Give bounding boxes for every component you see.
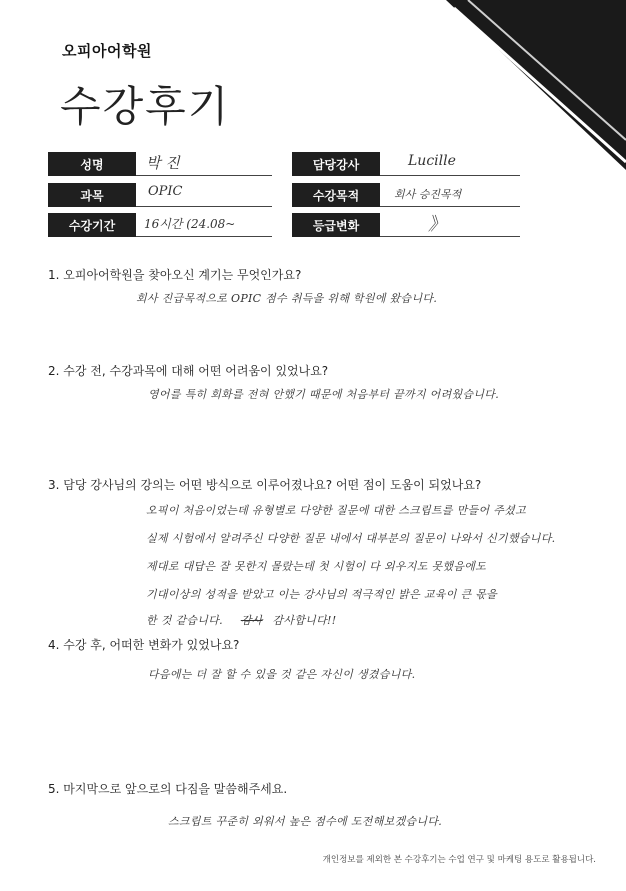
question-4: 4. 수강 후, 어떠한 변화가 있었나요? (48, 638, 240, 652)
name-value: 박 진 (146, 154, 180, 172)
grade-label: 등급변화 (292, 213, 380, 237)
answer-3-line-5 (146, 612, 336, 628)
answer-3-line-2: 실제 시험에서 알려주신 다양한 질문 내에서 대부분의 질문이 나와서 신기했습니다. (146, 532, 556, 545)
purpose-label: 수강목적 (292, 183, 380, 207)
grade-arrow: 》 (428, 214, 446, 235)
name-underline (136, 175, 272, 176)
answer-4-line-1: 다음에는 더 잘 할 수 있을 것 같은 자신이 생겼습니다. (148, 668, 416, 681)
instructor-value: Lucille (408, 153, 456, 169)
course-label: 과목 (48, 183, 136, 207)
period-value: 16시간 (24.08~ (144, 217, 236, 231)
answer-2-line-1: 영어를 특히 회화를 전혀 안했기 때문에 처음부터 끝까지 어려웠습니다. (148, 388, 500, 401)
course-underline (136, 206, 272, 207)
grade-underline (380, 236, 520, 237)
question-2: 2. 수강 전, 수강과목에 대해 어떤 어려움이 있었나요? (48, 364, 329, 378)
answer-1-line-1: 회사 진급목적으로 OPIC 점수 취득을 위해 학원에 왔습니다. (136, 292, 438, 305)
course-value: OPIC (148, 184, 183, 199)
answer-5-line-1: 스크립트 꾸준히 외워서 높은 점수에 도전해보겠습니다. (168, 815, 443, 828)
period-label: 수강기간 (48, 213, 136, 237)
academy-name: 오피아어학원 (62, 42, 152, 60)
answer-3-strikethrough: 감사 (240, 614, 263, 627)
purpose-value: 회사 승진목적 (394, 188, 462, 201)
purpose-underline (380, 206, 520, 207)
name-label: 성명 (48, 152, 136, 176)
answer-3-thanks: 감사합니다!! (272, 614, 337, 627)
answer-3-line-4: 기대이상의 성적을 받았고 이는 강사님의 적극적인 밝은 교육이 큰 몫을 (146, 588, 498, 601)
answer-3-line-1: 오픽이 처음이었는데 유형별로 다양한 질문에 대한 스크립트를 만들어 주셨고 (146, 504, 527, 517)
corner-decoration (446, 0, 626, 170)
instructor-label: 담당강사 (292, 152, 380, 176)
question-1: 1. 오피아어학원을 찾아오신 계기는 무엇인가요? (48, 268, 302, 282)
period-underline (136, 236, 272, 237)
page-title: 수강후기 (60, 82, 231, 131)
answer-3-line-3: 제대로 대답은 잘 못한지 몰랐는데 첫 시험이 다 외우지도 못했음에도 (146, 560, 487, 573)
answer-3-line-5-text: 한 것 같습니다. (146, 614, 223, 627)
privacy-footer-note: 개인정보를 제외한 본 수강후기는 수업 연구 및 마케팅 용도로 활용됩니다. (322, 855, 596, 865)
instructor-underline (380, 175, 520, 176)
question-3: 3. 담당 강사님의 강의는 어떤 방식으로 이루어졌나요? 어떤 점이 도움이 되었나요? (48, 478, 482, 492)
question-5: 5. 마지막으로 앞으로의 다짐을 말씀해주세요. (48, 782, 288, 796)
